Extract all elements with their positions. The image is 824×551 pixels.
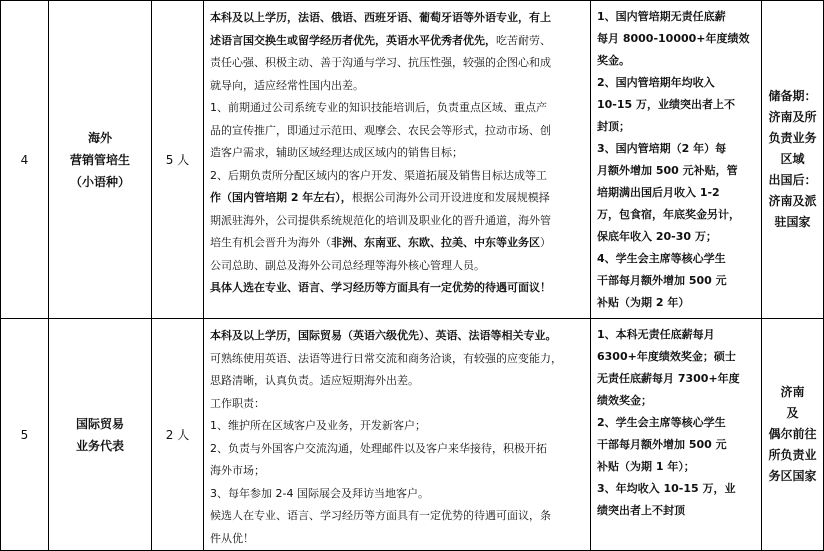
salary-line: 4、学生会主席等核心学生 — [597, 252, 726, 265]
location-line: 济南 — [780, 385, 805, 399]
salary-line: 保底年收入 20-30 万； — [597, 230, 717, 243]
requirement-line — [210, 460, 586, 483]
requirement-text: 根据公司海外公司开设进度和发展规模择 — [351, 191, 550, 204]
requirement-line — [210, 505, 586, 528]
requirement-text: 1、维护所在区域客户及业务，开发新客户； — [210, 419, 426, 432]
location-line: 出国后： — [768, 173, 817, 187]
position-cell — [49, 319, 152, 551]
requirement-text: 造客户需求，辅助区域经理达成区域内的销售目标； — [210, 146, 463, 159]
position-line: 国际贸易 — [75, 416, 124, 431]
requirement-text: 吃苦耐劳、 — [496, 33, 551, 47]
salary-line: 月额外增加 500 元补贴，管 — [597, 164, 738, 177]
position-line: 海外 — [87, 130, 112, 145]
location-cell — [762, 1, 824, 319]
location-line: 驻国家 — [774, 215, 811, 229]
requirement-text: 件从优！ — [210, 531, 254, 545]
requirement-line — [210, 210, 586, 233]
salary-line: 干部每月额外增加 500 元 — [597, 274, 727, 287]
location-line: 偶尔前往 — [768, 427, 817, 441]
requirement-text: ） — [540, 236, 551, 249]
row-number: 5 — [1, 319, 49, 551]
requirement-text: 期派驻海外，公司提供系统规范化的培训及职业化的晋升通道，海外管 — [210, 213, 551, 227]
salary-line: 绩突出者上不封顶 — [597, 504, 685, 517]
requirement-text: 2、后期负责所分配区域内的客户开发、渠道拓展及销售目标达成等工 — [210, 168, 547, 182]
requirement-text: 1、前期通过公司系统专业的知识技能培训后，负责重点区域、重点产 — [210, 101, 547, 114]
requirement-line — [210, 415, 586, 438]
salary-line: 3、年均收入 10-15 万，业 — [597, 482, 736, 495]
salary-line: 奖金。 — [597, 54, 630, 67]
requirement-text: 可熟练使用英语、法语等进行日常交流和商务洽谈，有较强的应变能力， — [210, 351, 562, 365]
salary-cell — [591, 1, 762, 319]
salary-line: 封顶； — [597, 120, 630, 133]
salary-line: 干部每月额外增加 500 元 — [597, 438, 727, 451]
requirement-line — [210, 348, 586, 371]
position-line: （小语种） — [69, 174, 130, 189]
requirement-line — [210, 483, 586, 506]
requirement-line — [210, 165, 586, 188]
requirement-text: 培生有机会晋升为海外（ — [210, 236, 331, 249]
location-cell — [762, 319, 824, 551]
requirement-line — [210, 255, 586, 278]
requirement-line — [210, 232, 586, 255]
requirement-line — [210, 277, 586, 300]
location-line: 负责业务 — [768, 131, 817, 145]
requirement-line — [210, 120, 586, 143]
location-line: 务区国家 — [768, 469, 817, 483]
position-line: 业务代表 — [75, 438, 124, 453]
headcount: 2 人 — [152, 319, 204, 551]
table-row — [1, 319, 824, 551]
salary-line: 培期满出国后月收入 1-2 — [597, 186, 720, 199]
requirement-text: 3、每年参加 2-4 国际展会及拜访当地客户。 — [210, 486, 429, 500]
requirement-line — [210, 438, 586, 461]
headcount: 5 人 — [152, 1, 204, 319]
salary-line: 1、国内管培期无责任底薪 — [597, 10, 726, 23]
table-row — [1, 1, 824, 319]
requirement-text: 品的宣传推广，即通过示范田、观摩会、农民会等形式，拉动市场、创 — [210, 123, 551, 137]
requirements-cell — [204, 319, 591, 551]
location-line: 及 — [786, 406, 799, 420]
salary-line: 每月 8000-10000+年度绩效 — [597, 32, 750, 45]
position-cell — [49, 1, 152, 319]
requirement-line — [210, 75, 586, 98]
requirement-text: 工作职责： — [210, 396, 265, 410]
position-line: 营销管培生 — [69, 152, 130, 167]
requirement-text: 2、负责与外国客户交流沟通，处理邮件以及客户来华接待，积极开拓 — [210, 441, 547, 455]
location-line: 储备期： — [768, 89, 817, 103]
requirement-text: 候选人在专业、语言、学习经历等方面具有一定优势的待遇可面议，条 — [210, 509, 551, 522]
requirement-text: 责任心强、积极主动、善于沟通与学习、抗压性强，较强的企图心和成 — [210, 56, 551, 69]
salary-cell — [591, 319, 762, 551]
salary-line: 3、国内管培期（2 年）每 — [597, 142, 727, 155]
row-number: 4 — [1, 1, 49, 319]
requirement-line — [210, 187, 586, 210]
requirement-text: 作（国内管培期 2 年左右）， — [210, 191, 352, 204]
requirement-text: 就导向，适应经常性国内出差。 — [210, 78, 364, 92]
salary-line: 无责任底薪每月 7300+年度 — [597, 372, 740, 385]
requirement-line — [210, 52, 586, 75]
location-line: 济南及所 — [768, 110, 817, 124]
salary-line: 10-15 万，业绩突出者上不 — [597, 98, 736, 111]
requirements-cell — [204, 1, 591, 319]
requirement-line — [210, 30, 586, 53]
salary-line: 6300+年度绩效奖金；硕士 — [597, 350, 736, 363]
requirement-line — [210, 393, 586, 416]
location-line: 济南及派 — [768, 194, 817, 208]
requirement-line — [210, 325, 586, 348]
requirement-text: 思路清晰，认真负责。适应短期海外出差。 — [210, 374, 419, 387]
requirement-text: 海外市场； — [210, 464, 265, 477]
location-line: 所负责业 — [768, 448, 817, 462]
requirement-text: 述语言国交换生或留学经历者优先，英语水平优秀者优先， — [210, 33, 496, 47]
salary-line: 1、本科无责任底薪每月 — [597, 328, 715, 341]
requirement-text: 非洲、东南亚、东欧、拉美、中东等业务区 — [331, 236, 540, 249]
requirement-text: 本科及以上学历，国际贸易（英语六级优先）、英语、法语等相关专业。 — [210, 329, 557, 342]
location-line: 区域 — [780, 152, 805, 166]
requirement-line — [210, 7, 586, 30]
salary-line: 补贴（为期 1 年）； — [597, 460, 695, 473]
salary-line: 2、国内管培期年均收入 — [597, 76, 715, 89]
salary-line: 补贴（为期 2 年） — [597, 296, 690, 309]
salary-line: 绩效奖金； — [597, 394, 652, 407]
requirement-text: 本科及以上学历，法语、俄语、西班牙语、葡萄牙语等外语专业，有上 — [210, 11, 551, 24]
requirement-line — [210, 142, 586, 165]
requirement-text: 公司总助、副总及海外公司总经理等海外核心管理人员。 — [210, 258, 485, 272]
salary-line: 万，包食宿，年底奖金另计， — [597, 208, 740, 221]
requirement-line — [210, 370, 586, 393]
requirement-line — [210, 528, 586, 551]
salary-line: 2、学生会主席等核心学生 — [597, 416, 726, 429]
requirement-text: 具体人选在专业、语言、学习经历等方面具有一定优势的待遇可面议！ — [210, 281, 551, 294]
requirement-line — [210, 97, 586, 120]
